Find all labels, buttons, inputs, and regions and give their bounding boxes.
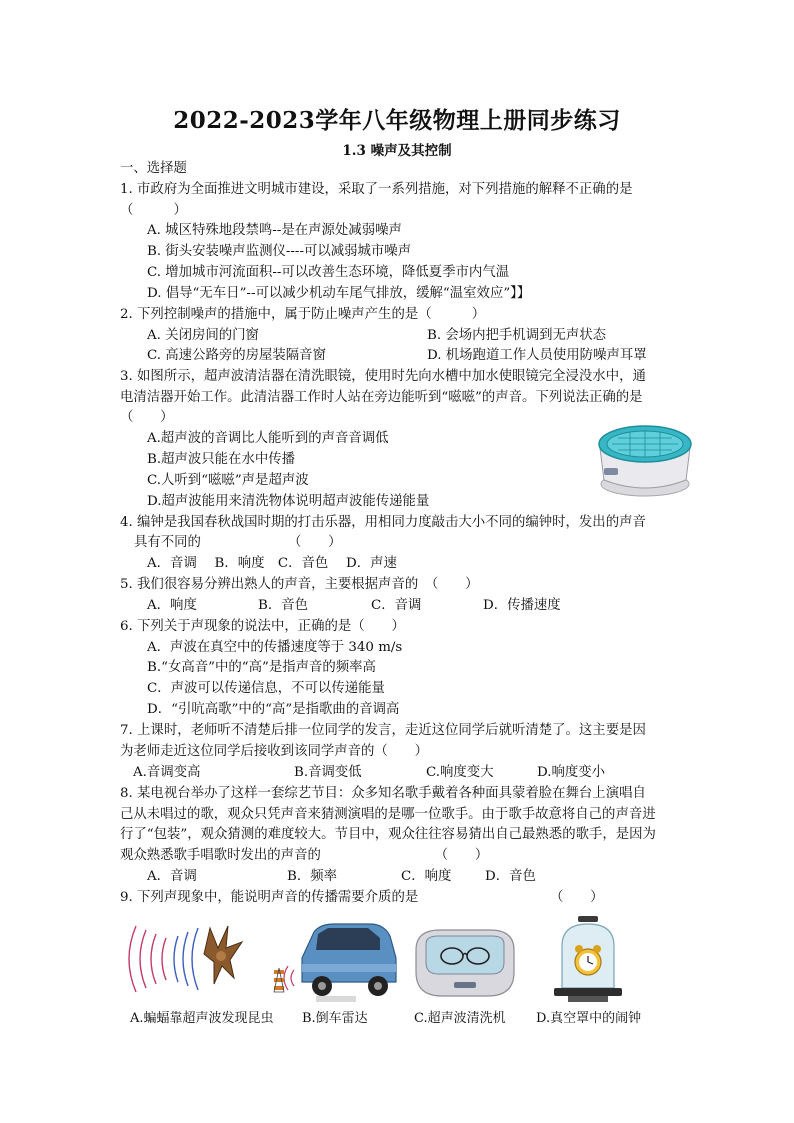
q8-option-d: D．音色 xyxy=(485,869,536,884)
ultrasonic-cleaner-icon xyxy=(590,410,700,502)
q8-stem-line2: 己从未唱过的歌，观众只凭声音来猜测演唱的是哪一位歌手。由于歌手故意将自己的声音进 xyxy=(120,807,656,822)
q1-stem-line1: 1. 市政府为全面推进文明城市建设，采取了一系列措施，对下列措施的解释不正确的是 xyxy=(120,182,633,197)
q9-caption-a: A.蝙蝠靠超声波发现昆虫 xyxy=(130,1011,274,1026)
q8-stem-line4: 观众熟悉歌手唱歌时发出的声音的 （ ） xyxy=(120,848,489,863)
bat-icon xyxy=(118,918,248,1000)
q8-option-c: C．响度 xyxy=(401,869,452,884)
q9-caption-d: D.真空罩中的闹钟 xyxy=(536,1011,642,1026)
q7-stem-line1: 7. 上课时，老师听不清楚后排一位同学的发言，走近这位同学后就听清楚了。这主要是因 xyxy=(120,723,646,738)
q6-option-d: D．“引吭高歌”中的“高”是指歌曲的音调高 xyxy=(147,702,400,717)
q6-stem: 6. 下列关于声现象的说法中，正确的是（ ） xyxy=(120,619,405,634)
q3-stem-line3: （ ） xyxy=(120,410,174,425)
q3-option-b: B.超声波只能在水中传播 xyxy=(147,452,296,467)
q3-stem-line2: 电清洁器开始工作。此清洁器工作时人站在旁边能听到“嗞嗞”的声音。下列说法正确的是 xyxy=(120,390,643,405)
q5-stem: 5. 我们很容易分辨出熟人的声音，主要根据声音的 （ ） xyxy=(120,577,479,592)
q8-option-b: B．频率 xyxy=(287,869,338,884)
q3-option-c: C.人听到“嗞嗞”声是超声波 xyxy=(147,473,309,488)
q2-option-d: D. 机场跑道工作人员使用防噪声耳罩 xyxy=(427,348,647,363)
q9-caption-b: B.倒车雷达 xyxy=(302,1011,368,1026)
q1-option-a: A. 城区特殊地段禁鸣--是在声源处减弱噪声 xyxy=(147,223,402,238)
bell-jar-alarm-clock-icon xyxy=(548,914,628,1006)
q9-caption-c: C.超声波清洗机 xyxy=(414,1011,506,1026)
q1-stem-line2: （ ） xyxy=(120,203,187,218)
q6-option-c: C．声波可以传递信息，不可以传递能量 xyxy=(147,681,385,696)
section-label: 一、选择题 xyxy=(120,161,187,176)
q1-option-b: B. 街头安装噪声监测仪----可以减弱城市噪声 xyxy=(147,244,412,259)
q7-option-b: B.音调变低 xyxy=(294,765,362,780)
q5-option-c: C．音调 xyxy=(371,598,422,613)
q6-option-a: A．声波在真空中的传播速度等于 340 m/s xyxy=(147,640,403,655)
q1-option-d: D. 倡导“无车日”--可以减少机动车尾气排放，缓解“温室效应”】】 xyxy=(147,286,531,301)
q1-option-c: C. 增加城市河流面积--可以改善生态环境，降低夏季市内气温 xyxy=(147,265,510,280)
q7-option-a: A.音调变高 xyxy=(133,765,201,780)
q8-option-a: A．音调 xyxy=(147,869,197,884)
q8-stem-line3: 行了“包装”，观众猜测的难度较大。节目中，观众往往容易猜出自己最熟悉的歌手，是因为 xyxy=(120,827,656,842)
q9-answer-paren: （ ） xyxy=(550,890,604,905)
q7-option-d: D.响度变小 xyxy=(537,765,606,780)
q3-option-d: D.超声波能用来清洗物体说明超声波能传递能量 xyxy=(147,494,430,509)
q8-stem-line1: 8. 某电视台举办了这样一套综艺节目：众多知名歌手戴着各种面具蒙着脸在舞台上演唱自 xyxy=(120,786,646,801)
q6-option-b: B.“女高音”中的“高”是指声音的频率高 xyxy=(147,660,376,675)
ultrasonic-washer-icon xyxy=(410,920,520,1002)
car-icon xyxy=(272,918,400,1006)
q4-options: A．音调 B．响度 C．音色 D．声速 xyxy=(147,556,397,571)
page-title: 2022-2023学年八年级物理上册同步练习 xyxy=(173,107,621,134)
page-subtitle: 1.3 噪声及其控制 xyxy=(342,143,452,159)
q2-option-c: C. 高速公路旁的房屋装隔音窗 xyxy=(147,348,326,363)
q5-option-b: B．音色 xyxy=(258,598,309,613)
q7-stem-line2: 为老师走近这位同学后接收到该同学声音的（ ） xyxy=(120,744,428,759)
q2-option-a: A. 关闭房间的门窗 xyxy=(147,328,259,343)
q5-option-d: D．传播速度 xyxy=(483,598,561,613)
q3-option-a: A.超声波的音调比人能听到的声音音调低 xyxy=(147,431,389,446)
q7-option-c: C.响度变大 xyxy=(426,765,494,780)
q4-stem-line2: 具有不同的 （ ） xyxy=(134,535,342,550)
q2-option-b: B. 会场内把手机调到无声状态 xyxy=(427,328,607,343)
q4-stem-line1: 4. 编钟是我国春秋战国时期的打击乐器，用相同力度敲击大小不同的编钟时，发出的声音 xyxy=(120,515,646,530)
q9-stem: 9. 下列声现象中，能说明声音的传播需要介质的是 xyxy=(120,890,419,905)
q5-option-a: A．响度 xyxy=(147,598,197,613)
q3-stem-line1: 3. 如图所示，超声波清洁器在清洗眼镜，使用时先向水槽中加水使眼镜完全浸没水中，通 xyxy=(120,369,646,384)
q2-stem: 2. 下列控制噪声的措施中，属于防止噪声产生的是（ ） xyxy=(120,307,486,322)
